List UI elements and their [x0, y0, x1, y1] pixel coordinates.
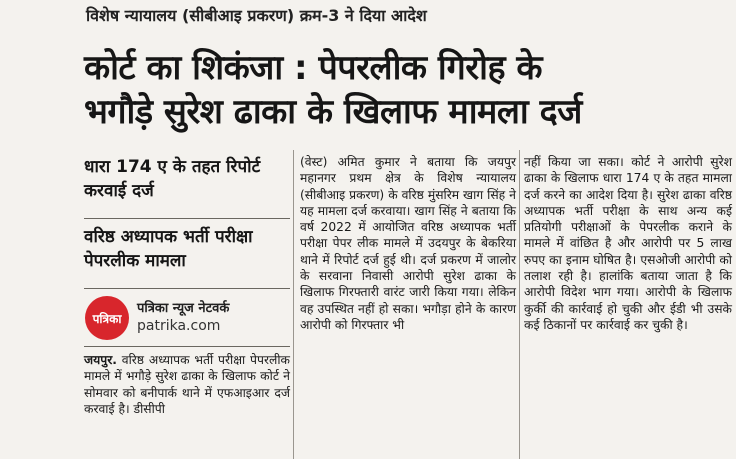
brand-name: पत्रिका न्यूज नेटवर्क: [137, 301, 230, 316]
brand-block: [85, 296, 295, 342]
body-column-2: [300, 154, 516, 333]
column-divider-2: [519, 150, 520, 459]
kicker-line: विशेष न्यायालय (सीबीआइ प्रकरण) क्रम-3 ने दिया आदेश: [86, 6, 427, 25]
body-column-3: [524, 154, 732, 333]
dateline-place: जयपुर.: [84, 353, 117, 367]
headline-line-1: कोर्ट का शिकंजा : पेपरलीक गिरोह के: [84, 48, 542, 88]
headline: [84, 46, 734, 134]
subhead-divider: [84, 218, 290, 219]
headline-line-2: भगौड़े सुरेश ढाका के खिलाफ मामला दर्ज: [84, 92, 582, 132]
brand-divider-top: [84, 288, 290, 289]
body-column-1: [84, 352, 290, 417]
patrika-logo: पत्रिका: [85, 296, 129, 340]
brand-divider-bottom: [84, 346, 290, 347]
body-text-2: (वेस्ट) अमित कुमार ने बताया कि जयपुर महानगर प्रथम क्षेत्र के विशेष न्यायालय (सीबीआइ प्रकरण) के वरिष्ठ मुंसरिम खाग सिंह ने यह मामला दर्ज करवाया। खाग सिंह ने बताया कि वर्ष 2022 में आयोजित वरिष्ठ अध्यापक भर्ती परीक्षा पेपर लीक मामले में उदयपुर के बेकरिया थाने में रिपोर्ट दर्ज हुई थी। दर्ज प्रकरण में जालोर के सरवाना निवासी आरोपी सुरेश ढाका के खिलाफ गिरफ्तारी वारंट जारी किया गया। लेकिन वह उपस्थित नहीं हो सका। भगौड़ा होने के कारण आरोपी को गिरफ्तार भी: [300, 155, 516, 332]
subhead-topic: वरिष्ठ अध्यापक भर्ती परीक्षा पेपरलीक मामला: [84, 227, 253, 271]
subhead-section: धारा 174 ए के तहत रिपोर्ट करवाई दर्ज: [84, 157, 261, 201]
brand-url: patrika.com: [137, 318, 221, 334]
body-text-3: नहीं किया जा सका। कोर्ट ने आरोपी सुरेश ढाका के खिलाफ धारा 174 ए के तहत मामला दर्ज करने का आदेश दिया है। सुरेश ढाका वरिष्ठ अध्यापक भर्ती परीक्षा के साथ अन्य कई प्रतियोगी परीक्षाओं के पेपरलीक कराने के मामले में वांछित है और आरोपी पर 5 लाख रुपए का इनाम घोषित है। एसओजी आरोपी को तलाश रही है। हालांकि बताया जाता है कि आरोपी विदेश भाग गया। आरोपी के खिलाफ कुर्की की कार्रवाई हो चुकी और ईडी भी उसके कई ठिकानों पर कार्रवाई कर चुकी है।: [524, 155, 732, 332]
body-text-1: वरिष्ठ अध्यापक भर्ती परीक्षा पेपरलीक मामले में भगौड़े सुरेश ढाका के खिलाफ कोर्ट ने सोमवार को बनीपार्क थाने में एफआइआर दर्ज करवाई है। डीसीपी: [84, 353, 290, 416]
